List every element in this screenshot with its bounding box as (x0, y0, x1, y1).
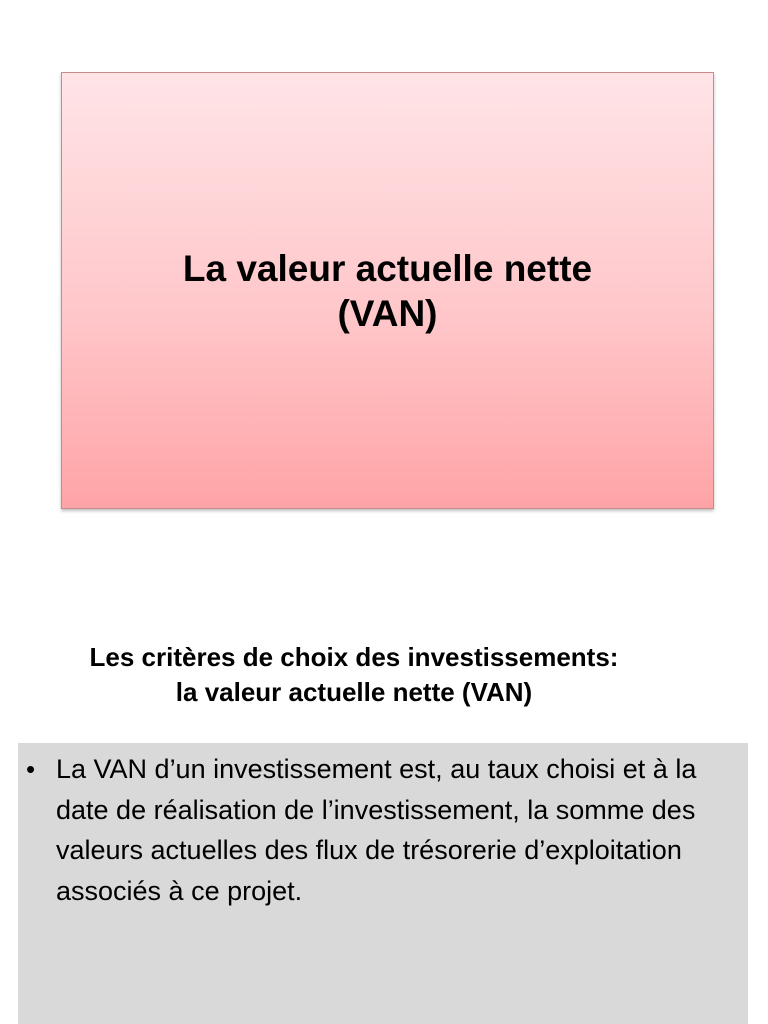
slide-2 (0, 590, 768, 1024)
bullet-text: La VAN d’un investissement est, au taux choisi et à la date de réalisation de l’investissement, la somme des valeurs actuelles des flux de trésorerie d’exploitation associés à ce projet. (56, 754, 697, 906)
slide-subtitle-line: Les critères de choix des investissements: (89, 642, 619, 672)
bullet-icon: • (26, 754, 36, 784)
content-box (18, 743, 748, 1024)
slide-subtitle (0, 640, 708, 710)
bullet-item (26, 749, 734, 911)
slide-title (128, 246, 648, 336)
slide-subtitle-line: la valeur actuelle nette (VAN) (175, 677, 533, 707)
title-box (61, 72, 714, 509)
bullet-list (26, 749, 734, 911)
slide-title-line: La valeur actuelle nette (182, 247, 593, 289)
slide-title-line: (VAN) (337, 292, 438, 334)
